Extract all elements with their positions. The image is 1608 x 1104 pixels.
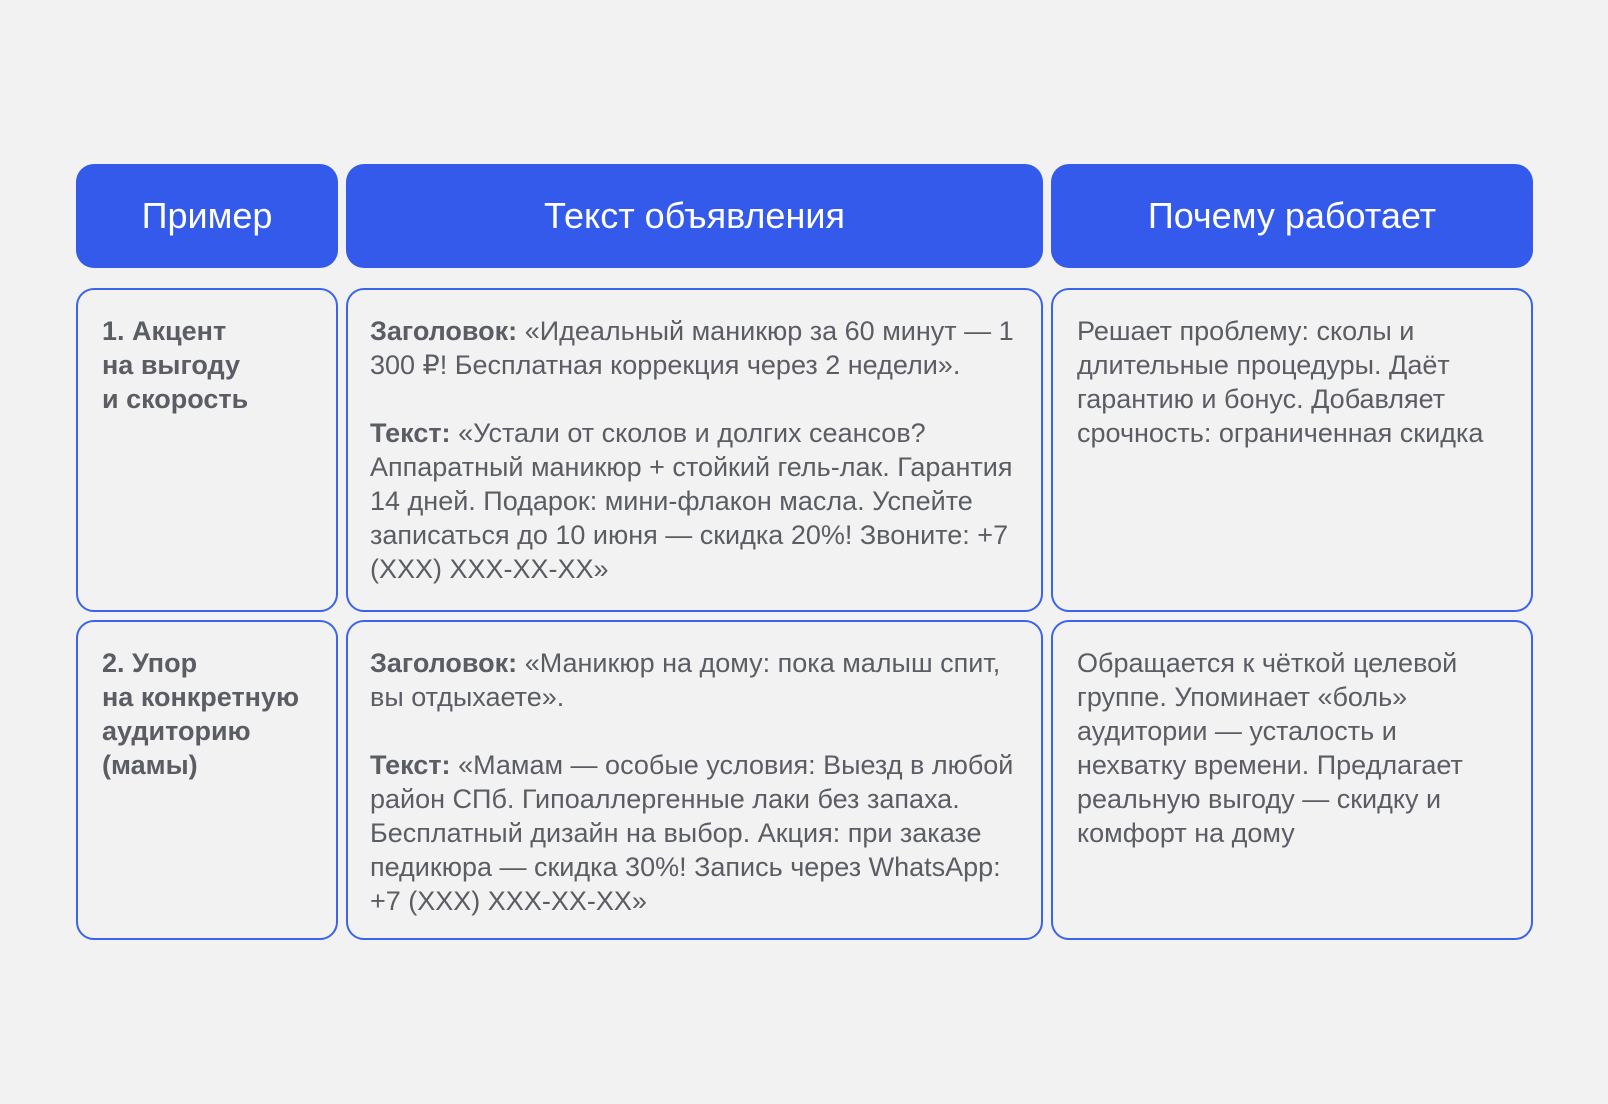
row-1-why-text: Решает проблему: сколы и длительные процедуры. Даёт гарантию и бонус. Добавляет срочность: ограниченная скидка xyxy=(1077,316,1484,448)
row-2-headline xyxy=(370,646,1017,714)
row-1-headline-label: Заголовок: xyxy=(370,316,518,346)
row-1-body xyxy=(370,416,1017,586)
row-2-body-label: Текст: xyxy=(370,750,451,780)
row-1-example-title: 1. Акцент на выгоду и скорость xyxy=(102,316,249,414)
row-2-headline-text: «Маникюр на дому: пока малыш спит, вы отдыхаете». xyxy=(370,648,1001,712)
row-2-ad-text-cell xyxy=(346,620,1043,940)
row-1-example-cell xyxy=(76,288,338,612)
row-1-ad-text-cell xyxy=(346,288,1043,612)
header-ad-text: Текст объявления xyxy=(346,164,1043,268)
row-2-headline-label: Заголовок: xyxy=(370,648,518,678)
header-why-works: Почему работает xyxy=(1051,164,1533,268)
row-2-body xyxy=(370,748,1017,918)
row-1-body-text: «Устали от сколов и долгих сеансов? Аппаратный маникюр + стойкий гель-лак. Гарантия 14 дней. Подарок: мини-флакон масла. Успейте записаться до 10 июня — скидка 20%! Звоните: +7 (XXX) XXX-XX-XX» xyxy=(370,418,1013,584)
row-1-headline xyxy=(370,314,1017,382)
row-2-body-text: «Мамам — особые условия: Выезд в любой район СПб. Гипоаллергенные лаки без запаха. Бесплатный дизайн на выбор. Акция: при заказе педикюра — скидка 30%! Запись через WhatsApp: +7 (XXX) XXX-XX-XX» xyxy=(370,750,1014,916)
row-2-example-cell xyxy=(76,620,338,940)
header-example: Пример xyxy=(76,164,338,268)
row-2-why-cell xyxy=(1051,620,1533,940)
row-2-why-text: Обращается к чёткой целевой группе. Упоминает «боль» аудитории — усталость и нехватку времени. Предлагает реальную выгоду — скидку и комфорт на дому xyxy=(1077,648,1463,848)
row-1-headline-text: «Идеальный маникюр за 60 минут — 1 300 ₽! Бесплатная коррекция через 2 недели». xyxy=(370,316,1014,380)
row-1-why-cell xyxy=(1051,288,1533,612)
row-1-body-label: Текст: xyxy=(370,418,451,448)
row-2-example-title: 2. Упор на конкретную аудиторию (мамы) xyxy=(102,648,300,780)
